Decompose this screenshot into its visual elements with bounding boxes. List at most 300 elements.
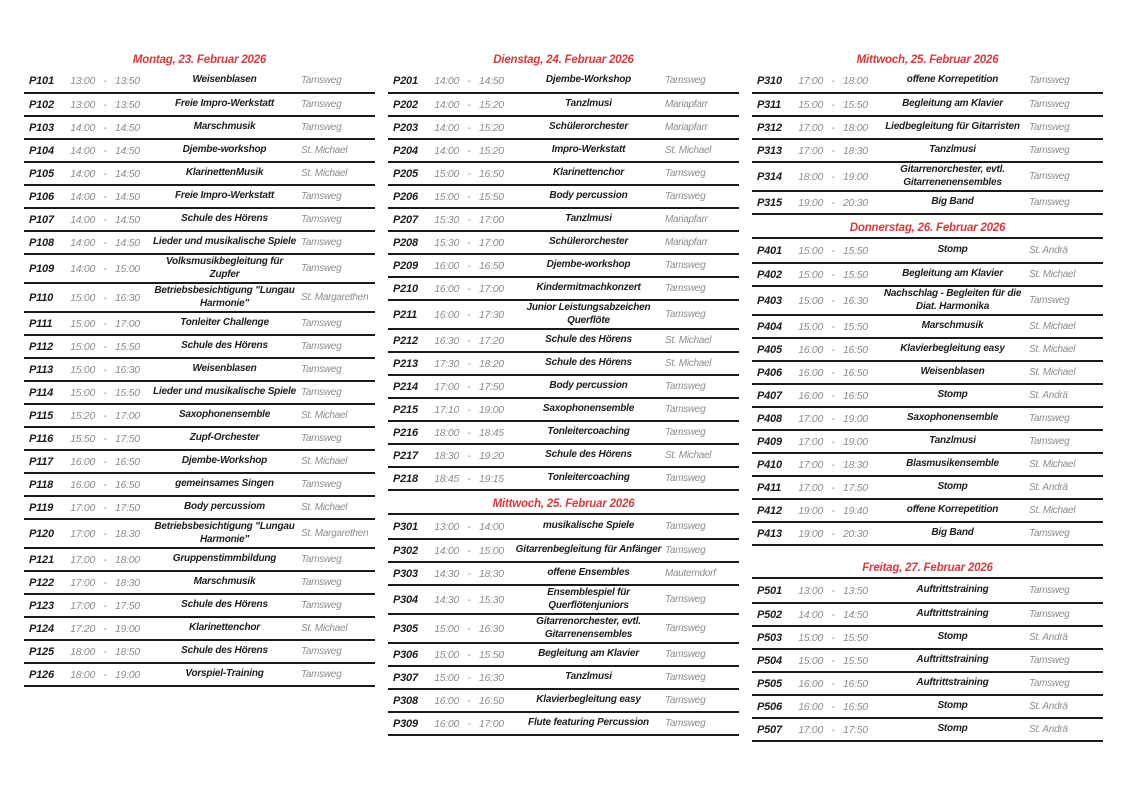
time-range [426,649,512,661]
time-separator: - [467,717,471,730]
location: Tamsweg [301,577,342,588]
schedule-row [752,475,1103,498]
activity-name: Tanzlmusi [565,213,612,225]
end-time: 16:30 [843,294,868,307]
program-id: P118 [29,478,54,491]
end-time: 17:50 [843,481,868,494]
time-separator: - [103,340,107,353]
time-separator: - [831,144,835,157]
activity-name: Blasmusikensemble [906,458,999,470]
start-time: 16:00 [798,389,823,402]
location: Tamsweg [665,168,706,179]
activity-name: Tonleiter Challenge [180,317,269,329]
location: Tamsweg [665,521,706,532]
time-separator: - [467,622,471,635]
activity-name: Flute featuring Percussion [528,717,649,729]
schedule-row [24,334,375,357]
time-separator: - [103,645,107,658]
location: Tamsweg [665,260,706,271]
activity-name: Weisenblasen [920,366,985,378]
time-range [62,577,148,589]
time-range [62,387,148,399]
location: St. Michael [665,335,712,346]
program-id: P102 [29,98,54,111]
end-time: 15:00 [479,544,504,557]
time-separator: - [467,472,471,485]
time-range [790,367,876,379]
time-separator: - [831,631,835,644]
program-id: P216 [393,426,418,439]
program-id: P307 [393,671,418,684]
time-separator: - [831,481,835,494]
end-time: 19:00 [843,170,868,183]
activity-name: Schule des Hörens [181,599,268,611]
time-range [62,410,148,422]
program-id: P110 [29,291,54,304]
end-time: 19:00 [843,412,868,425]
schedule-row [752,314,1103,337]
end-time: 13:50 [843,584,868,597]
location: St. Michael [301,168,348,179]
time-range [426,75,512,87]
program-id: P215 [393,403,418,416]
start-time: 17:00 [798,723,823,736]
location: Mariapfarr [665,237,708,248]
location: St. Margarethen [301,292,369,303]
activity-name: musikalische Spiele [542,520,635,532]
location: Tamsweg [301,99,342,110]
time-range [426,237,512,249]
end-time: 15:50 [843,98,868,111]
schedule-row [752,406,1103,429]
location: St. Michael [1029,367,1076,378]
schedule-row [388,115,739,138]
schedule-row [24,380,375,403]
schedule-row [24,616,375,639]
program-id: P212 [393,334,418,347]
time-range [426,521,512,533]
end-time: 14:50 [115,213,140,226]
schedule-row [752,452,1103,475]
end-time: 16:50 [843,677,868,690]
activity-name: Klavierbegleitung easy [900,343,1005,355]
activity-name: Kindermitmachkonzert [536,282,641,294]
time-separator: - [103,98,107,111]
time-range [790,390,876,402]
location: Tamsweg [1029,99,1070,110]
start-time: 13:00 [798,584,823,597]
activity-name: Schule des Hörens [545,357,632,369]
time-separator: - [831,435,835,448]
time-range [62,292,148,304]
program-id: P311 [757,98,782,111]
end-time: 17:00 [479,717,504,730]
time-range [790,678,876,690]
schedule-row [388,466,739,489]
activity-name: Djembe-Workshop [181,455,268,467]
program-id: P506 [757,700,782,713]
end-time: 14:50 [115,190,140,203]
activity-name: Djembe-workshop [546,259,631,271]
program-id: P306 [393,648,418,661]
start-time: 17:00 [798,412,823,425]
program-id: P312 [757,121,782,134]
location: Tamsweg [1029,436,1070,447]
time-separator: - [467,74,471,87]
end-time: 17:50 [115,432,140,445]
start-time: 14:30 [434,567,459,580]
time-range [790,724,876,736]
schedule-row [752,498,1103,521]
time-range [62,214,148,226]
end-time: 14:50 [479,74,504,87]
activity-name: Begleitung am Klavier [902,268,1003,280]
end-time: 17:50 [843,723,868,736]
start-time: 13:00 [70,74,95,87]
location: St. Michael [301,145,348,156]
time-separator: - [467,213,471,226]
location: Tamsweg [665,283,706,294]
end-time: 15:20 [479,121,504,134]
start-time: 15:00 [798,244,823,257]
schedule-row [752,625,1103,648]
time-range [426,99,512,111]
start-time: 14:00 [70,144,95,157]
time-separator: - [103,291,107,304]
activity-name: Stomp [937,481,968,493]
time-range [790,295,876,307]
activity-name: Tanzlmusi [929,144,976,156]
time-separator: - [103,527,107,540]
time-separator: - [831,654,835,667]
program-id: P503 [757,631,782,644]
location: Tamsweg [301,341,342,352]
program-id: P203 [393,121,418,134]
program-id: P210 [393,282,418,295]
schedule-row [24,639,375,662]
end-time: 14:50 [843,608,868,621]
time-range [426,145,512,157]
start-time: 15:00 [798,320,823,333]
program-id: P315 [757,196,782,209]
end-time: 18:00 [843,74,868,87]
end-time: 16:50 [115,478,140,491]
program-id: P402 [757,268,782,281]
time-separator: - [467,121,471,134]
schedule-row [388,374,739,397]
start-time: 15:30 [434,236,459,249]
time-separator: - [831,584,835,597]
time-separator: - [467,593,471,606]
program-id: P401 [757,244,782,257]
time-range [790,436,876,448]
time-separator: - [103,262,107,275]
end-time: 15:20 [479,144,504,157]
time-range [790,459,876,471]
schedule-row [388,515,739,538]
end-time: 15:00 [115,262,140,275]
location: Tamsweg [665,594,706,605]
program-id: P120 [29,527,54,540]
activity-name: Vorspiel-Training [185,668,264,680]
activity-name: Schule des Hörens [181,645,268,657]
activity-name: Schule des Hörens [545,334,632,346]
end-time: 19:40 [843,504,868,517]
location: Tamsweg [301,191,342,202]
end-time: 19:15 [479,472,504,485]
time-separator: - [103,190,107,203]
activity-name: Gitarrenbegleitung für Anfänger [515,544,662,556]
program-id: P201 [393,74,418,87]
program-id: P410 [757,458,782,471]
program-id: P101 [29,74,54,87]
end-time: 19:00 [115,668,140,681]
time-range [62,600,148,612]
activity-name: Auftrittstraining [916,677,989,689]
start-time: 14:00 [434,74,459,87]
program-id: P405 [757,343,782,356]
location: St. Michael [665,145,712,156]
end-time: 14:50 [115,236,140,249]
location: Tamsweg [1029,145,1070,156]
start-time: 15:30 [434,213,459,226]
activity-name: Body percussion [549,190,628,202]
location: Tamsweg [1029,655,1070,666]
program-id: P103 [29,121,54,134]
time-range [790,528,876,540]
location: Tamsweg [665,191,706,202]
time-separator: - [103,121,107,134]
time-range [426,404,512,416]
location: Tamsweg [301,669,342,680]
location: Tamsweg [301,122,342,133]
start-time: 15:00 [798,654,823,667]
schedule-row [24,138,375,161]
location: Tamsweg [1029,585,1070,596]
activity-name: offene Korrepetition [906,74,999,86]
schedule-row [24,449,375,472]
schedule-row [752,285,1103,314]
start-time: 14:00 [70,190,95,203]
start-time: 13:00 [70,98,95,111]
start-time: 16:00 [798,366,823,379]
location: Tamsweg [1029,75,1070,86]
schedule-column-monday [24,50,375,742]
start-time: 17:00 [70,576,95,589]
time-separator: - [103,363,107,376]
start-time: 16:00 [434,308,459,321]
location: Tamsweg [1029,528,1070,539]
schedule-column-wednesday-thursday-friday [752,50,1103,742]
schedule-row [388,665,739,688]
start-time: 17:00 [70,501,95,514]
time-range [790,609,876,621]
activity-name: Body percussion [549,380,628,392]
start-time: 14:00 [70,236,95,249]
time-separator: - [103,501,107,514]
end-time: 19:20 [479,449,504,462]
location: St. Michael [1029,269,1076,280]
time-range [62,75,148,87]
schedule-row [388,92,739,115]
time-separator: - [831,723,835,736]
end-time: 16:30 [115,291,140,304]
schedule-row [24,426,375,449]
program-id: P123 [29,599,54,612]
schedule-row [388,443,739,466]
time-range [62,456,148,468]
location: St. Michael [1029,321,1076,332]
schedule-row [752,717,1103,740]
activity-name: Klarinettenchor [553,167,624,179]
activity-name: Klarinettenchor [189,622,260,634]
time-range [426,623,512,635]
time-range [62,479,148,491]
activity-name: Marschmusik [193,121,256,133]
start-time: 17:00 [434,380,459,393]
day-section [752,218,1103,546]
time-range [790,632,876,644]
program-id: P404 [757,320,782,333]
time-separator: - [467,520,471,533]
start-time: 17:00 [798,121,823,134]
schedule-row [388,613,739,642]
day-section [752,50,1103,215]
location: Mauterndorf [665,568,716,579]
activity-name: Tanzlmusi [565,671,612,683]
schedule-row [388,561,739,584]
time-separator: - [831,677,835,690]
end-time: 18:30 [115,576,140,589]
end-time: 19:00 [479,403,504,416]
end-time: 19:00 [115,622,140,635]
location: Tamsweg [665,473,706,484]
activity-name: Schülerorchester [548,121,629,133]
time-range [62,554,148,566]
program-id: P218 [393,472,418,485]
program-id: P308 [393,694,418,707]
end-time: 16:30 [479,671,504,684]
start-time: 16:00 [70,455,95,468]
end-time: 15:50 [843,320,868,333]
end-time: 13:50 [115,98,140,111]
start-time: 15:00 [798,294,823,307]
activity-name: offene Ensembles [547,567,630,579]
end-time: 17:00 [115,317,140,330]
time-range [62,237,148,249]
time-range [426,672,512,684]
schedule-row [752,138,1103,161]
end-time: 15:50 [843,268,868,281]
time-separator: - [467,144,471,157]
start-time: 15:00 [70,340,95,353]
end-time: 18:30 [843,144,868,157]
schedule-row [388,328,739,351]
program-id: P213 [393,357,418,370]
start-time: 18:00 [798,170,823,183]
time-range [426,545,512,557]
activity-name: Body percussiom [184,501,265,513]
end-time: 16:50 [115,455,140,468]
schedule-row [24,403,375,426]
schedule-row [24,593,375,616]
end-time: 16:30 [115,363,140,376]
time-range [790,145,876,157]
program-id: P413 [757,527,782,540]
time-separator: - [103,74,107,87]
activity-name: Saxophonensemble [178,409,271,421]
location: Tamsweg [665,623,706,634]
time-separator: - [467,694,471,707]
schedule-row [388,69,739,92]
location: Tamsweg [301,479,342,490]
program-id: P121 [29,553,54,566]
time-separator: - [103,478,107,491]
activity-name: Freie Impro-Werkstatt [175,190,274,202]
time-separator: - [467,567,471,580]
location: Tamsweg [301,433,342,444]
end-time: 15:50 [479,648,504,661]
location: St. Michael [301,410,348,421]
end-time: 15:50 [115,340,140,353]
location: Tamsweg [1029,609,1070,620]
time-range [62,364,148,376]
time-separator: - [831,196,835,209]
activity-name: Liedbegleitung für Gitarristen [885,121,1020,133]
schedule-row [388,584,739,613]
schedule-row [388,276,739,299]
activity-name: Auftrittstraining [916,608,989,620]
schedule-row [388,184,739,207]
time-separator: - [103,553,107,566]
time-separator: - [103,167,107,180]
time-separator: - [831,527,835,540]
time-separator: - [467,648,471,661]
time-range [426,283,512,295]
end-time: 15:50 [115,386,140,399]
program-id: P208 [393,236,418,249]
start-time: 14:00 [434,144,459,157]
end-time: 16:50 [479,259,504,272]
schedule-row [24,207,375,230]
start-time: 15:00 [70,363,95,376]
program-id: P505 [757,677,782,690]
activity-name: Saxophonensemble [906,412,999,424]
activity-name: Big Band [931,196,974,208]
start-time: 16:00 [798,677,823,690]
activity-name: Zupf-Orchester [189,432,260,444]
start-time: 19:00 [798,504,823,517]
start-time: 17:00 [70,553,95,566]
schedule-row [24,472,375,495]
activity-name: Tanzlmusi [565,98,612,110]
time-range [790,344,876,356]
start-time: 17:00 [798,481,823,494]
start-time: 15:00 [434,648,459,661]
end-time: 17:20 [479,334,504,347]
program-id: P115 [29,409,54,422]
start-time: 16:00 [434,694,459,707]
end-time: 15:20 [479,98,504,111]
time-range [62,433,148,445]
activity-name: Stomp [937,700,968,712]
location: St. Michael [301,456,348,467]
end-time: 18:30 [115,527,140,540]
program-id: P504 [757,654,782,667]
time-separator: - [103,409,107,422]
end-time: 16:50 [479,167,504,180]
activity-name: Stomp [937,244,968,256]
